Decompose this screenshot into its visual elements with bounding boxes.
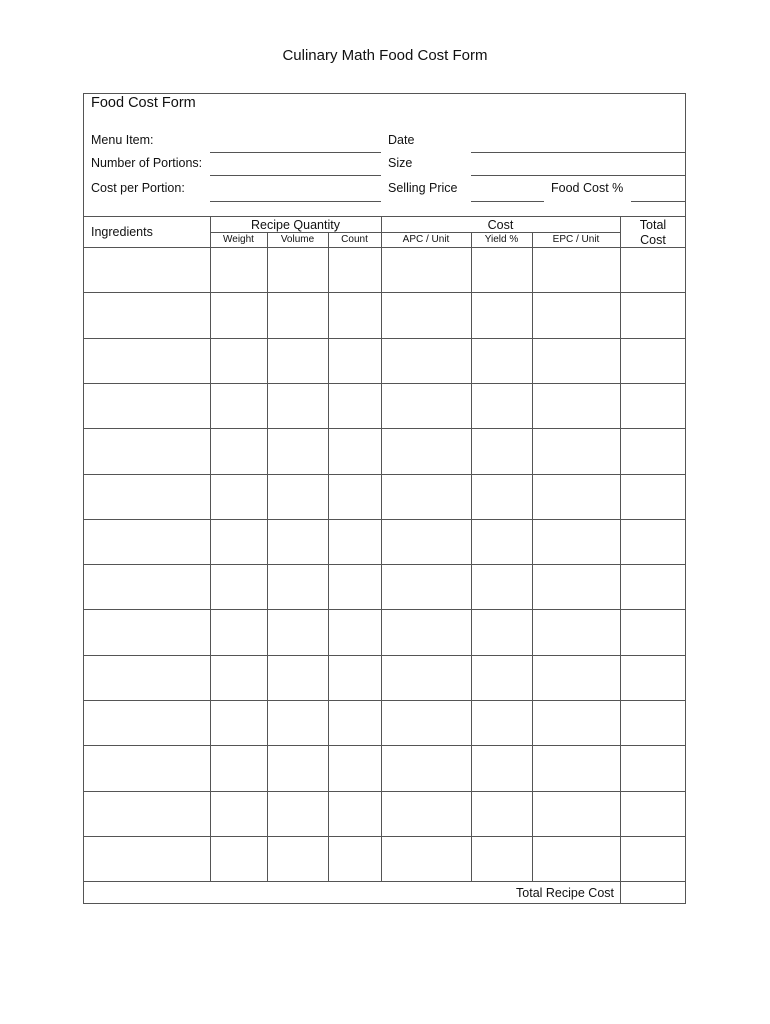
cell-ingredient[interactable]	[84, 701, 210, 745]
cell-count[interactable]	[329, 429, 381, 473]
cell-epc-unit[interactable]	[533, 475, 620, 519]
cell-count[interactable]	[329, 610, 381, 654]
menu-item-field[interactable]	[210, 152, 381, 153]
cell-yield-pct[interactable]	[472, 429, 532, 473]
cell-volume[interactable]	[268, 701, 328, 745]
cell-epc-unit[interactable]	[533, 248, 620, 292]
cell-yield-pct[interactable]	[472, 656, 532, 700]
cell-volume[interactable]	[268, 746, 328, 790]
cell-weight[interactable]	[211, 565, 267, 609]
yield-percent-header: Yield %	[484, 234, 519, 245]
cell-volume[interactable]	[268, 384, 328, 428]
cell-volume[interactable]	[268, 565, 328, 609]
cell-total-cost[interactable]	[621, 837, 686, 881]
cell-count[interactable]	[329, 384, 381, 428]
cell-count[interactable]	[329, 520, 381, 564]
cell-total-cost[interactable]	[621, 792, 686, 836]
cost-per-portion-label: Cost per Portion:	[91, 181, 185, 195]
cell-count[interactable]	[329, 565, 381, 609]
menu-item-label: Menu Item:	[91, 133, 154, 147]
cell-yield-pct[interactable]	[472, 520, 532, 564]
cell-total-cost[interactable]	[621, 248, 686, 292]
volume-header: Volume	[280, 234, 315, 245]
cell-epc-unit[interactable]	[533, 384, 620, 428]
count-header: Count	[341, 234, 368, 245]
cell-epc-unit[interactable]	[533, 656, 620, 700]
cell-total-cost[interactable]	[621, 339, 686, 383]
cell-apc-unit[interactable]	[382, 339, 471, 383]
ingredients-header: Ingredients	[91, 225, 153, 239]
cell-volume[interactable]	[268, 339, 328, 383]
cell-total-cost[interactable]	[621, 746, 686, 790]
cell-weight[interactable]	[211, 792, 267, 836]
total-cost-header-line2: Cost	[640, 233, 666, 247]
cell-ingredient[interactable]	[84, 746, 210, 790]
cell-volume[interactable]	[268, 610, 328, 654]
date-field[interactable]	[471, 152, 686, 153]
cell-total-cost[interactable]	[621, 610, 686, 654]
cell-count[interactable]	[329, 792, 381, 836]
cell-yield-pct[interactable]	[472, 610, 532, 654]
cell-weight[interactable]	[211, 339, 267, 383]
total-recipe-cost-value[interactable]	[620, 881, 686, 904]
weight-header: Weight	[223, 234, 254, 245]
row-divider	[83, 881, 686, 882]
cell-count[interactable]	[329, 701, 381, 745]
cell-yield-pct[interactable]	[472, 248, 532, 292]
cell-apc-unit[interactable]	[382, 701, 471, 745]
cell-apc-unit[interactable]	[382, 792, 471, 836]
cell-yield-pct[interactable]	[472, 837, 532, 881]
cost-per-portion-field[interactable]	[210, 201, 381, 202]
cell-yield-pct[interactable]	[472, 565, 532, 609]
cell-volume[interactable]	[268, 293, 328, 337]
cell-epc-unit[interactable]	[533, 429, 620, 473]
cell-apc-unit[interactable]	[382, 384, 471, 428]
cell-apc-unit[interactable]	[382, 746, 471, 790]
date-label: Date	[388, 133, 415, 147]
cell-epc-unit[interactable]	[533, 792, 620, 836]
cell-volume[interactable]	[268, 475, 328, 519]
cell-weight[interactable]	[211, 656, 267, 700]
cell-epc-unit[interactable]	[533, 746, 620, 790]
cell-volume[interactable]	[268, 792, 328, 836]
cell-yield-pct[interactable]	[472, 746, 532, 790]
cell-volume[interactable]	[268, 837, 328, 881]
total-cost-header: Total	[639, 218, 667, 232]
cell-ingredient[interactable]	[84, 248, 210, 292]
cell-count[interactable]	[329, 339, 381, 383]
cell-ingredient[interactable]	[84, 565, 210, 609]
cell-count[interactable]	[329, 746, 381, 790]
size-field[interactable]	[471, 175, 686, 176]
cell-count[interactable]	[329, 475, 381, 519]
cell-weight[interactable]	[211, 293, 267, 337]
selling-price-field[interactable]	[471, 201, 544, 202]
table-top-border	[83, 216, 686, 217]
subheader-divider	[210, 232, 620, 233]
number-of-portions-label: Number of Portions:	[91, 156, 203, 170]
cell-apc-unit[interactable]	[382, 837, 471, 881]
cell-total-cost[interactable]	[621, 384, 686, 428]
cell-weight[interactable]	[211, 746, 267, 790]
cell-ingredient[interactable]	[84, 656, 210, 700]
cell-total-cost[interactable]	[621, 701, 686, 745]
cell-apc-unit[interactable]	[382, 248, 471, 292]
cell-epc-unit[interactable]	[533, 837, 620, 881]
cell-yield-pct[interactable]	[472, 339, 532, 383]
number-of-portions-field[interactable]	[210, 175, 381, 176]
cell-apc-unit[interactable]	[382, 429, 471, 473]
cell-epc-unit[interactable]	[533, 293, 620, 337]
cell-weight[interactable]	[211, 384, 267, 428]
cell-epc-unit[interactable]	[533, 565, 620, 609]
recipe-quantity-header: Recipe Quantity	[251, 218, 340, 232]
cell-epc-unit[interactable]	[533, 339, 620, 383]
cell-ingredient[interactable]	[84, 837, 210, 881]
cell-ingredient[interactable]	[84, 429, 210, 473]
size-label: Size	[388, 156, 413, 170]
cell-epc-unit[interactable]	[533, 701, 620, 745]
cell-weight[interactable]	[211, 610, 267, 654]
cell-total-cost[interactable]	[621, 656, 686, 700]
cell-count[interactable]	[329, 293, 381, 337]
cost-header: Cost	[487, 218, 514, 232]
cell-weight[interactable]	[211, 837, 267, 881]
cell-ingredient[interactable]	[84, 339, 210, 383]
cell-total-cost[interactable]	[621, 475, 686, 519]
cell-apc-unit[interactable]	[382, 565, 471, 609]
cell-total-cost[interactable]	[621, 565, 686, 609]
cell-total-cost[interactable]	[621, 520, 686, 564]
cell-apc-unit[interactable]	[382, 520, 471, 564]
cell-weight[interactable]	[211, 248, 267, 292]
cell-count[interactable]	[329, 248, 381, 292]
cell-ingredient[interactable]	[84, 520, 210, 564]
epc-unit-header: EPC / Unit	[552, 234, 600, 245]
cell-yield-pct[interactable]	[472, 792, 532, 836]
cell-yield-pct[interactable]	[472, 384, 532, 428]
food-cost-percent-label: Food Cost %	[551, 181, 624, 195]
cell-weight[interactable]	[211, 520, 267, 564]
form-heading: Food Cost Form	[91, 95, 196, 111]
cell-yield-pct[interactable]	[472, 475, 532, 519]
cell-count[interactable]	[329, 656, 381, 700]
selling-price-label: Selling Price	[388, 181, 458, 195]
cell-count[interactable]	[329, 837, 381, 881]
cell-apc-unit[interactable]	[382, 656, 471, 700]
cell-weight[interactable]	[211, 475, 267, 519]
cell-epc-unit[interactable]	[533, 520, 620, 564]
cell-ingredient[interactable]	[84, 792, 210, 836]
cell-weight[interactable]	[211, 429, 267, 473]
total-recipe-cost-label: Total Recipe Cost	[516, 886, 614, 900]
cell-ingredient[interactable]	[84, 475, 210, 519]
cell-volume[interactable]	[268, 520, 328, 564]
cell-ingredient[interactable]	[84, 293, 210, 337]
cell-apc-unit[interactable]	[382, 610, 471, 654]
cell-ingredient[interactable]	[84, 610, 210, 654]
cell-volume[interactable]	[268, 429, 328, 473]
cell-volume[interactable]	[268, 656, 328, 700]
cell-volume[interactable]	[268, 248, 328, 292]
apc-unit-header: APC / Unit	[402, 234, 450, 245]
cell-apc-unit[interactable]	[382, 293, 471, 337]
cell-yield-pct[interactable]	[472, 293, 532, 337]
cell-yield-pct[interactable]	[472, 701, 532, 745]
cell-total-cost[interactable]	[621, 293, 686, 337]
cell-weight[interactable]	[211, 701, 267, 745]
page-title: Culinary Math Food Cost Form	[282, 47, 488, 64]
cell-epc-unit[interactable]	[533, 610, 620, 654]
food-cost-percent-field[interactable]	[631, 201, 686, 202]
cell-apc-unit[interactable]	[382, 475, 471, 519]
cell-ingredient[interactable]	[84, 384, 210, 428]
cell-total-cost[interactable]	[621, 429, 686, 473]
